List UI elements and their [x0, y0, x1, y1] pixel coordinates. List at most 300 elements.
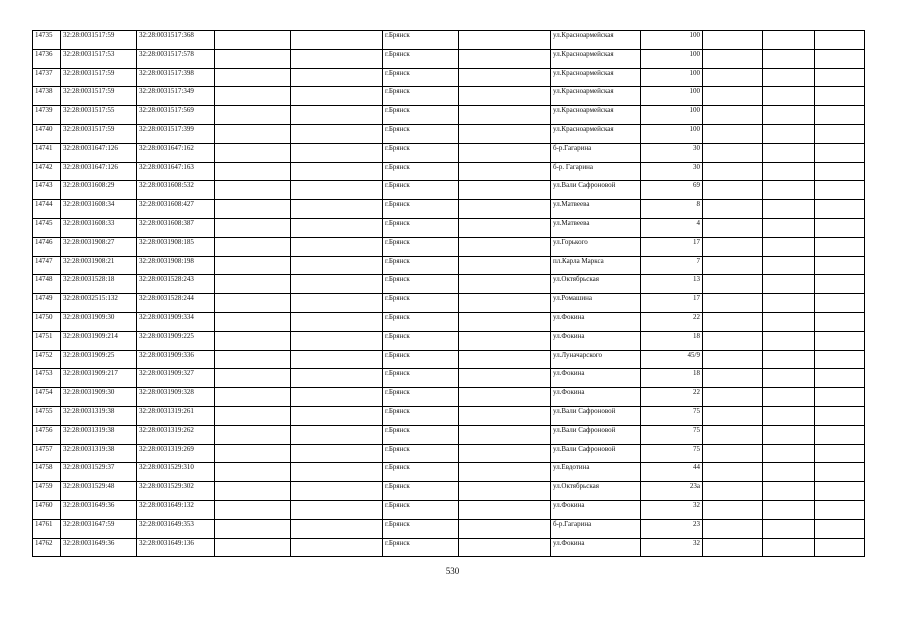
empty-cell [459, 256, 551, 275]
empty-cell [459, 49, 551, 68]
empty-cell [215, 218, 291, 237]
row-number-cell: 14755 [33, 406, 61, 425]
table-row [33, 388, 865, 407]
empty-cell [703, 218, 763, 237]
table-row [33, 482, 865, 501]
cadastral-quarter-cell: 32:28:0031608:33 [61, 218, 137, 237]
cadastral-number-cell: 32:28:0031909:225 [137, 331, 215, 350]
row-number-cell: 14758 [33, 463, 61, 482]
page-number: 530 [445, 566, 460, 576]
street-cell: ул.Октябрьская [551, 482, 641, 501]
table-row [33, 294, 865, 313]
empty-cell [703, 425, 763, 444]
table-body [33, 31, 865, 557]
street-cell: ул.Вали Сафроновой [551, 425, 641, 444]
street-cell: ул.Фокина [551, 538, 641, 557]
cadastral-quarter-cell: 32:28:0031517:59 [61, 124, 137, 143]
city-cell: г.Брянск [383, 444, 459, 463]
table-row [33, 275, 865, 294]
cadastral-number-cell: 32:28:0031319:262 [137, 425, 215, 444]
empty-cell [291, 350, 383, 369]
row-number-cell: 14743 [33, 181, 61, 200]
cadastral-number-cell: 32:28:0031608:532 [137, 181, 215, 200]
table-row [33, 331, 865, 350]
table-row [33, 406, 865, 425]
empty-cell [815, 106, 865, 125]
registry-table-container [32, 30, 865, 557]
empty-cell [703, 482, 763, 501]
empty-cell [291, 482, 383, 501]
empty-cell [815, 275, 865, 294]
cadastral-number-cell: 32:28:0031608:427 [137, 200, 215, 219]
table-row [33, 87, 865, 106]
street-cell: б-р. Гагарина [551, 162, 641, 181]
cadastral-quarter-cell: 32:28:0031319:38 [61, 406, 137, 425]
street-cell: ул.Октябрьская [551, 275, 641, 294]
empty-cell [215, 294, 291, 313]
empty-cell [815, 124, 865, 143]
empty-cell [459, 31, 551, 50]
empty-cell [215, 124, 291, 143]
table-row [33, 425, 865, 444]
city-cell: г.Брянск [383, 350, 459, 369]
empty-cell [815, 200, 865, 219]
empty-cell [459, 406, 551, 425]
empty-cell [703, 124, 763, 143]
empty-cell [215, 312, 291, 331]
empty-cell [815, 256, 865, 275]
empty-cell [815, 294, 865, 313]
cadastral-quarter-cell: 32:28:0031909:217 [61, 369, 137, 388]
cadastral-quarter-cell: 32:28:0031517:59 [61, 68, 137, 87]
cadastral-quarter-cell: 32:28:0031529:37 [61, 463, 137, 482]
house-number-cell: 75 [641, 406, 703, 425]
house-number-cell: 100 [641, 31, 703, 50]
empty-cell [763, 312, 815, 331]
cadastral-quarter-cell: 32:28:0031517:59 [61, 31, 137, 50]
empty-cell [459, 68, 551, 87]
empty-cell [291, 87, 383, 106]
empty-cell [459, 331, 551, 350]
row-number-cell: 14735 [33, 31, 61, 50]
street-cell: ул.Красноармейская [551, 87, 641, 106]
empty-cell [215, 87, 291, 106]
city-cell: г.Брянск [383, 312, 459, 331]
row-number-cell: 14754 [33, 388, 61, 407]
city-cell: г.Брянск [383, 275, 459, 294]
empty-cell [291, 237, 383, 256]
house-number-cell: 44 [641, 463, 703, 482]
empty-cell [459, 106, 551, 125]
house-number-cell: 17 [641, 237, 703, 256]
empty-cell [815, 519, 865, 538]
empty-cell [291, 181, 383, 200]
cadastral-quarter-cell: 32:28:0031608:29 [61, 181, 137, 200]
row-number-cell: 14741 [33, 143, 61, 162]
cadastral-quarter-cell: 32:28:0031647:126 [61, 162, 137, 181]
row-number-cell: 14762 [33, 538, 61, 557]
empty-cell [215, 275, 291, 294]
empty-cell [703, 181, 763, 200]
empty-cell [763, 106, 815, 125]
table-row [33, 31, 865, 50]
cadastral-number-cell: 32:28:0031608:387 [137, 218, 215, 237]
empty-cell [815, 312, 865, 331]
empty-cell [763, 143, 815, 162]
empty-cell [291, 124, 383, 143]
empty-cell [291, 162, 383, 181]
city-cell: г.Брянск [383, 500, 459, 519]
cadastral-number-cell: 32:28:0031528:244 [137, 294, 215, 313]
city-cell: г.Брянск [383, 331, 459, 350]
empty-cell [703, 106, 763, 125]
empty-cell [291, 312, 383, 331]
city-cell: г.Брянск [383, 143, 459, 162]
cadastral-quarter-cell: 32:28:0031529:48 [61, 482, 137, 501]
house-number-cell: 22 [641, 388, 703, 407]
row-number-cell: 14747 [33, 256, 61, 275]
street-cell: б-р.Гагарина [551, 519, 641, 538]
city-cell: г.Брянск [383, 406, 459, 425]
empty-cell [459, 369, 551, 388]
cadastral-quarter-cell: 32:28:0031608:34 [61, 200, 137, 219]
house-number-cell: 22 [641, 312, 703, 331]
empty-cell [815, 388, 865, 407]
street-cell: ул.Красноармейская [551, 31, 641, 50]
street-cell: ул.Фокина [551, 388, 641, 407]
row-number-cell: 14738 [33, 87, 61, 106]
street-cell: ул.Вали Сафроновой [551, 181, 641, 200]
empty-cell [459, 463, 551, 482]
empty-cell [703, 444, 763, 463]
city-cell: г.Брянск [383, 49, 459, 68]
empty-cell [763, 406, 815, 425]
empty-cell [291, 444, 383, 463]
city-cell: г.Брянск [383, 181, 459, 200]
empty-cell [815, 482, 865, 501]
empty-cell [763, 519, 815, 538]
empty-cell [459, 200, 551, 219]
street-cell: ул.Евдотина [551, 463, 641, 482]
empty-cell [703, 331, 763, 350]
table-row [33, 312, 865, 331]
cadastral-quarter-cell: 32:28:0031517:55 [61, 106, 137, 125]
house-number-cell: 4 [641, 218, 703, 237]
empty-cell [763, 538, 815, 557]
empty-cell [763, 463, 815, 482]
empty-cell [815, 237, 865, 256]
city-cell: г.Брянск [383, 538, 459, 557]
empty-cell [763, 31, 815, 50]
empty-cell [215, 519, 291, 538]
city-cell: г.Брянск [383, 463, 459, 482]
house-number-cell: 100 [641, 106, 703, 125]
table-row [33, 143, 865, 162]
row-number-cell: 14746 [33, 237, 61, 256]
empty-cell [763, 482, 815, 501]
empty-cell [291, 49, 383, 68]
empty-cell [763, 49, 815, 68]
street-cell: ул.Ромашина [551, 294, 641, 313]
cadastral-number-cell: 32:28:0031909:334 [137, 312, 215, 331]
cadastral-number-cell: 32:28:0031649:353 [137, 519, 215, 538]
city-cell: г.Брянск [383, 237, 459, 256]
empty-cell [815, 350, 865, 369]
cadastral-quarter-cell: 32:28:0032515:132 [61, 294, 137, 313]
street-cell: ул.Красноармейская [551, 49, 641, 68]
street-cell: ул.Матвеева [551, 200, 641, 219]
row-number-cell: 14736 [33, 49, 61, 68]
empty-cell [459, 519, 551, 538]
empty-cell [703, 538, 763, 557]
empty-cell [763, 200, 815, 219]
cadastral-quarter-cell: 32:28:0031908:21 [61, 256, 137, 275]
empty-cell [703, 519, 763, 538]
empty-cell [763, 87, 815, 106]
street-cell: б-р.Гагарина [551, 143, 641, 162]
empty-cell [703, 49, 763, 68]
house-number-cell: 18 [641, 369, 703, 388]
house-number-cell: 23 [641, 519, 703, 538]
empty-cell [703, 406, 763, 425]
house-number-cell: 75 [641, 425, 703, 444]
table-row [33, 106, 865, 125]
cadastral-quarter-cell: 32:28:0031649:36 [61, 500, 137, 519]
empty-cell [703, 31, 763, 50]
table-row [33, 49, 865, 68]
empty-cell [215, 500, 291, 519]
cadastral-quarter-cell: 32:28:0031909:25 [61, 350, 137, 369]
empty-cell [763, 162, 815, 181]
empty-cell [291, 500, 383, 519]
cadastral-quarter-cell: 32:28:0031517:53 [61, 49, 137, 68]
empty-cell [459, 143, 551, 162]
empty-cell [215, 463, 291, 482]
table-row [33, 463, 865, 482]
city-cell: г.Брянск [383, 388, 459, 407]
empty-cell [291, 68, 383, 87]
empty-cell [291, 463, 383, 482]
cadastral-quarter-cell: 32:28:0031649:36 [61, 538, 137, 557]
city-cell: г.Брянск [383, 162, 459, 181]
empty-cell [459, 87, 551, 106]
empty-cell [763, 218, 815, 237]
cadastral-number-cell: 32:28:0031909:328 [137, 388, 215, 407]
empty-cell [291, 275, 383, 294]
empty-cell [459, 538, 551, 557]
street-cell: ул.Фокина [551, 331, 641, 350]
empty-cell [815, 162, 865, 181]
city-cell: г.Брянск [383, 218, 459, 237]
row-number-cell: 14750 [33, 312, 61, 331]
empty-cell [291, 425, 383, 444]
city-cell: г.Брянск [383, 31, 459, 50]
cadastral-number-cell: 32:28:0031649:136 [137, 538, 215, 557]
empty-cell [459, 162, 551, 181]
row-number-cell: 14740 [33, 124, 61, 143]
empty-cell [815, 369, 865, 388]
street-cell: ул.Горького [551, 237, 641, 256]
empty-cell [703, 312, 763, 331]
street-cell: ул.Красноармейская [551, 106, 641, 125]
row-number-cell: 14760 [33, 500, 61, 519]
empty-cell [703, 294, 763, 313]
empty-cell [815, 444, 865, 463]
cadastral-quarter-cell: 32:28:0031909:214 [61, 331, 137, 350]
house-number-cell: 32 [641, 538, 703, 557]
empty-cell [703, 68, 763, 87]
empty-cell [763, 124, 815, 143]
house-number-cell: 30 [641, 162, 703, 181]
registry-table [32, 30, 865, 557]
empty-cell [215, 482, 291, 501]
empty-cell [703, 369, 763, 388]
empty-cell [459, 444, 551, 463]
row-number-cell: 14748 [33, 275, 61, 294]
empty-cell [815, 538, 865, 557]
cadastral-quarter-cell: 32:28:0031647:59 [61, 519, 137, 538]
empty-cell [215, 162, 291, 181]
empty-cell [763, 500, 815, 519]
empty-cell [763, 181, 815, 200]
house-number-cell: 69 [641, 181, 703, 200]
cadastral-number-cell: 32:28:0031517:569 [137, 106, 215, 125]
empty-cell [703, 143, 763, 162]
empty-cell [215, 68, 291, 87]
empty-cell [763, 444, 815, 463]
street-cell: ул.Луначарского [551, 350, 641, 369]
empty-cell [215, 331, 291, 350]
cadastral-number-cell: 32:28:0031528:243 [137, 275, 215, 294]
empty-cell [703, 500, 763, 519]
empty-cell [215, 256, 291, 275]
empty-cell [291, 369, 383, 388]
empty-cell [763, 275, 815, 294]
street-cell: ул.Красноармейская [551, 124, 641, 143]
street-cell: ул.Матвеева [551, 218, 641, 237]
empty-cell [703, 275, 763, 294]
row-number-cell: 14753 [33, 369, 61, 388]
empty-cell [291, 538, 383, 557]
table-row [33, 350, 865, 369]
cadastral-number-cell: 32:28:0031649:132 [137, 500, 215, 519]
cadastral-quarter-cell: 32:28:0031517:59 [61, 87, 137, 106]
cadastral-quarter-cell: 32:28:0031908:27 [61, 237, 137, 256]
table-row [33, 237, 865, 256]
empty-cell [815, 143, 865, 162]
empty-cell [815, 49, 865, 68]
empty-cell [459, 294, 551, 313]
city-cell: г.Брянск [383, 482, 459, 501]
street-cell: ул.Фокина [551, 312, 641, 331]
empty-cell [215, 143, 291, 162]
empty-cell [291, 294, 383, 313]
empty-cell [291, 519, 383, 538]
house-number-cell: 100 [641, 87, 703, 106]
empty-cell [815, 406, 865, 425]
cadastral-number-cell: 32:28:0031517:578 [137, 49, 215, 68]
empty-cell [215, 444, 291, 463]
empty-cell [815, 331, 865, 350]
empty-cell [815, 87, 865, 106]
empty-cell [763, 425, 815, 444]
empty-cell [459, 181, 551, 200]
empty-cell [215, 388, 291, 407]
empty-cell [459, 425, 551, 444]
empty-cell [215, 31, 291, 50]
empty-cell [215, 49, 291, 68]
cadastral-number-cell: 32:28:0031908:185 [137, 237, 215, 256]
empty-cell [459, 350, 551, 369]
cadastral-quarter-cell: 32:28:0031647:126 [61, 143, 137, 162]
empty-cell [215, 106, 291, 125]
cadastral-number-cell: 32:28:0031319:269 [137, 444, 215, 463]
house-number-cell: 45/9 [641, 350, 703, 369]
empty-cell [459, 482, 551, 501]
street-cell: ул.Фокина [551, 500, 641, 519]
empty-cell [703, 87, 763, 106]
house-number-cell: 75 [641, 444, 703, 463]
cadastral-number-cell: 32:28:0031529:310 [137, 463, 215, 482]
table-row [33, 369, 865, 388]
street-cell: ул.Фокина [551, 369, 641, 388]
empty-cell [815, 218, 865, 237]
street-cell: ул.Красноармейская [551, 68, 641, 87]
table-row [33, 500, 865, 519]
empty-cell [291, 406, 383, 425]
empty-cell [459, 312, 551, 331]
empty-cell [215, 237, 291, 256]
house-number-cell: 30 [641, 143, 703, 162]
row-number-cell: 14742 [33, 162, 61, 181]
table-row [33, 538, 865, 557]
cadastral-number-cell: 32:28:0031908:198 [137, 256, 215, 275]
house-number-cell: 23а [641, 482, 703, 501]
empty-cell [291, 331, 383, 350]
cadastral-quarter-cell: 32:28:0031319:38 [61, 444, 137, 463]
cadastral-number-cell: 32:28:0031647:162 [137, 143, 215, 162]
table-row [33, 256, 865, 275]
cadastral-number-cell: 32:28:0031909:327 [137, 369, 215, 388]
row-number-cell: 14745 [33, 218, 61, 237]
empty-cell [763, 388, 815, 407]
street-cell: пл.Карла Маркса [551, 256, 641, 275]
house-number-cell: 100 [641, 68, 703, 87]
empty-cell [703, 162, 763, 181]
empty-cell [815, 500, 865, 519]
empty-cell [703, 388, 763, 407]
row-number-cell: 14737 [33, 68, 61, 87]
city-cell: г.Брянск [383, 294, 459, 313]
empty-cell [215, 369, 291, 388]
table-row [33, 200, 865, 219]
empty-cell [459, 124, 551, 143]
empty-cell [291, 200, 383, 219]
city-cell: г.Брянск [383, 369, 459, 388]
empty-cell [291, 256, 383, 275]
empty-cell [763, 294, 815, 313]
empty-cell [459, 218, 551, 237]
empty-cell [459, 237, 551, 256]
empty-cell [291, 388, 383, 407]
house-number-cell: 100 [641, 49, 703, 68]
empty-cell [703, 237, 763, 256]
empty-cell [763, 237, 815, 256]
empty-cell [215, 181, 291, 200]
row-number-cell: 14752 [33, 350, 61, 369]
cadastral-number-cell: 32:28:0031517:349 [137, 87, 215, 106]
empty-cell [815, 425, 865, 444]
